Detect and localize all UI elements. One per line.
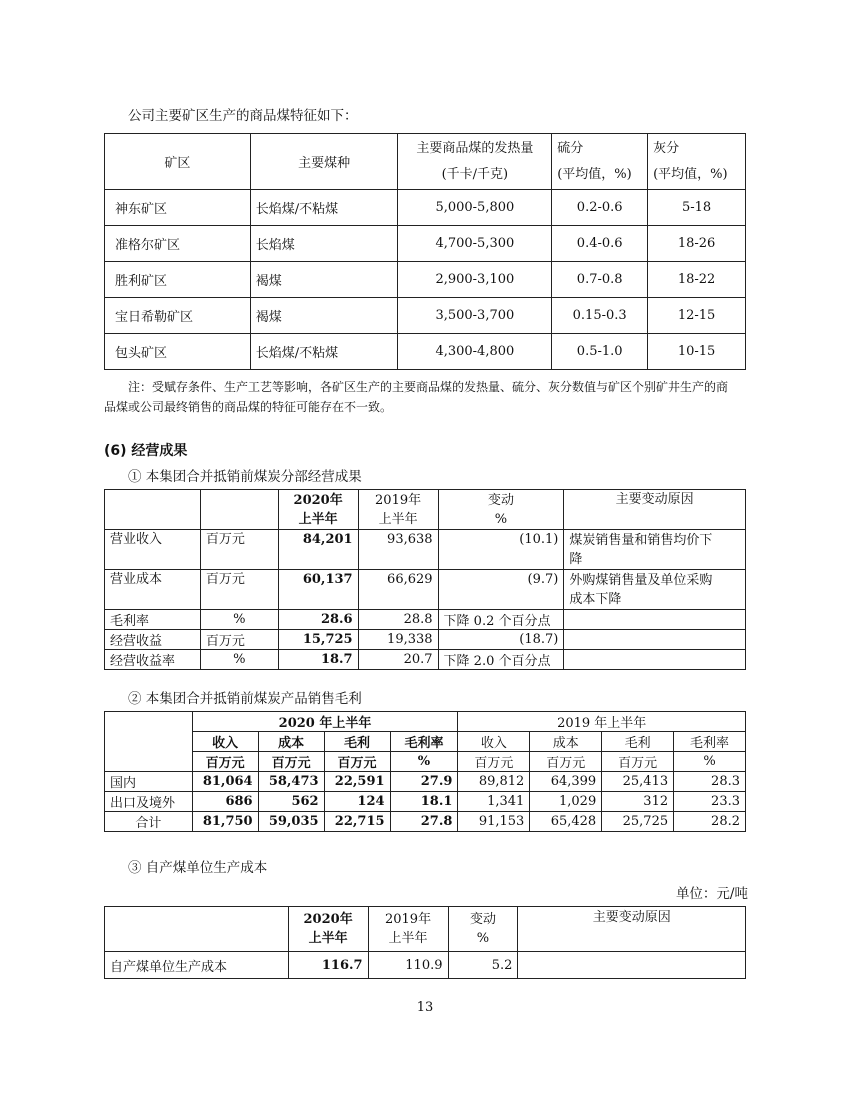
col-cost-2019: 成本 [530, 732, 602, 752]
row-item: 毛利率 [105, 610, 201, 630]
row-reason [564, 610, 746, 630]
table-row [105, 530, 746, 570]
value-cell: 124 [324, 792, 390, 812]
mine-area: 神东矿区 [105, 190, 251, 226]
row-change: (18.7) [438, 630, 564, 650]
value-cell: 23.3 [674, 792, 746, 812]
sulfur-value: 0.4-0.6 [552, 226, 648, 262]
note-line2: 品煤或公司最终销售的商品煤的特征可能存在不一致。 [104, 400, 393, 414]
ash-value: 18-22 [648, 262, 746, 298]
header-item [105, 907, 289, 952]
table2-unit-header [105, 752, 746, 772]
table-row [105, 262, 746, 298]
header-sulfur [552, 134, 648, 190]
row-label: 出口及境外 [105, 792, 193, 812]
unit-cell: % [674, 752, 746, 772]
reason-line1: 煤炭销售量和销售均价下 [569, 532, 713, 548]
header-2019-line1: 2019年 [375, 492, 422, 508]
ash-value: 10-15 [648, 334, 746, 370]
value-cell: 312 [602, 792, 674, 812]
header-ash-line2: (平均值，%) [653, 166, 728, 182]
col-margin-2019: 毛利率 [674, 732, 746, 752]
coal-type: 长焰煤/不粘煤 [250, 190, 398, 226]
row-reason [564, 630, 746, 650]
header-unit [200, 490, 278, 530]
header-2020 [278, 490, 358, 530]
mine-area: 包头矿区 [105, 334, 251, 370]
value-cell: 25,725 [602, 812, 674, 832]
row-value-2020: 116.7 [288, 952, 368, 979]
unit-production-cost-table [104, 906, 746, 979]
mine-table-header [105, 134, 746, 190]
value-cell: 27.9 [390, 772, 458, 792]
table2-title: ② 本集团合并抵销前煤炭产品销售毛利 [128, 691, 362, 707]
header-sulfur-line1: 硫分 [557, 140, 584, 156]
value-cell: 1,341 [458, 792, 530, 812]
row-unit: 百万元 [200, 570, 278, 610]
row-reason [518, 952, 746, 979]
unit-cell: 百万元 [258, 752, 324, 772]
heat-value: 2,900-3,100 [398, 262, 552, 298]
row-item: 营业成本 [105, 570, 201, 610]
header-change [448, 907, 518, 952]
row-reason [564, 570, 746, 610]
heat-value: 5,000-5,800 [398, 190, 552, 226]
mine-area: 宝日希勒矿区 [105, 298, 251, 334]
table-row [105, 334, 746, 370]
header-2019-line2: 上半年 [388, 931, 428, 946]
header-2020-line1: 2020年 [303, 912, 353, 927]
header-sulfur-line2: (平均值，%) [557, 166, 632, 182]
unit-cell: 百万元 [192, 752, 258, 772]
unit-cell: 百万元 [530, 752, 602, 772]
reason-line2: 降 [569, 551, 583, 567]
sulfur-value: 0.15-0.3 [552, 298, 648, 334]
table-row [105, 226, 746, 262]
row-unit: % [200, 610, 278, 630]
row-unit: 百万元 [200, 630, 278, 650]
row-change: 5.2 [448, 952, 518, 979]
row-item: 经营收益率 [105, 650, 201, 670]
row-item: 经营收益 [105, 630, 201, 650]
ash-value: 5-18 [648, 190, 746, 226]
row-value-2019: 19,338 [358, 630, 438, 650]
unit-cell: 百万元 [602, 752, 674, 772]
table-row [105, 610, 746, 630]
unit-cell: 百万元 [458, 752, 530, 772]
value-cell: 22,715 [324, 812, 390, 832]
ash-value: 12-15 [648, 298, 746, 334]
coal-sales-gross-profit-table [104, 711, 746, 832]
header-ash [648, 134, 746, 190]
row-label: 国内 [105, 772, 193, 792]
row-value-2019: 93,638 [358, 530, 438, 570]
value-cell: 64,399 [530, 772, 602, 792]
note-line1: 注：受赋存条件、生产工艺等影响，各矿区生产的主要商品煤的发热量、硫分、灰分数值与矿区个别矿井生产的商 [128, 380, 729, 394]
value-cell: 58,473 [258, 772, 324, 792]
header-blank [105, 712, 193, 772]
coal-type: 长焰煤 [250, 226, 398, 262]
header-item [105, 490, 201, 530]
value-cell: 28.2 [674, 812, 746, 832]
heat-value: 4,700-5,300 [398, 226, 552, 262]
row-value-2019: 66,629 [358, 570, 438, 610]
value-cell: 89,812 [458, 772, 530, 792]
unit-cell: % [390, 752, 458, 772]
mine-characteristics-table [104, 133, 746, 370]
table-row [105, 630, 746, 650]
col-cost-2020: 成本 [258, 732, 324, 752]
header-heat-line2: (千卡/千克) [441, 166, 509, 182]
coal-type: 长焰煤/不粘煤 [250, 334, 398, 370]
value-cell: 18.1 [390, 792, 458, 812]
table1-header [105, 490, 746, 530]
table1-title: ① 本集团合并抵销前煤炭分部经营成果 [128, 469, 362, 485]
heat-value: 3,500-3,700 [398, 298, 552, 334]
mine-area: 准格尔矿区 [105, 226, 251, 262]
table3-header [105, 907, 746, 952]
header-reason: 主要变动原因 [518, 907, 746, 952]
row-value-2020: 28.6 [278, 610, 358, 630]
header-change-line1: 变动 [469, 912, 496, 927]
header-coal-type: 主要煤种 [250, 134, 398, 190]
reason-line1: 外购煤销售量及单位采购 [569, 572, 713, 588]
header-2019 [368, 907, 448, 952]
table-row [105, 650, 746, 670]
row-reason [564, 530, 746, 570]
value-cell: 27.8 [390, 812, 458, 832]
reason-line2: 成本下降 [569, 591, 622, 607]
header-ash-line1: 灰分 [653, 140, 680, 156]
row-change: (10.1) [438, 530, 564, 570]
header-2020 [288, 907, 368, 952]
mine-area: 胜利矿区 [105, 262, 251, 298]
value-cell: 81,064 [192, 772, 258, 792]
value-cell: 562 [258, 792, 324, 812]
value-cell: 65,428 [530, 812, 602, 832]
value-cell: 81,750 [192, 812, 258, 832]
value-cell: 91,153 [458, 812, 530, 832]
table2-col-header [105, 732, 746, 752]
table-row [105, 812, 746, 832]
sulfur-value: 0.7-0.8 [552, 262, 648, 298]
header-2020-period: 2020 年上半年 [192, 712, 458, 732]
header-2019 [358, 490, 438, 530]
row-change: 下降 0.2 个百分点 [438, 610, 564, 630]
header-area: 矿区 [105, 134, 251, 190]
sulfur-value: 0.5-1.0 [552, 334, 648, 370]
heat-value: 4,300-4,800 [398, 334, 552, 370]
value-cell: 686 [192, 792, 258, 812]
header-2019-period: 2019 年上半年 [458, 712, 746, 732]
row-unit: 百万元 [200, 530, 278, 570]
table3-unit-note: 单位：元/吨 [675, 886, 748, 902]
table3-title: ③ 自产煤单位生产成本 [128, 860, 268, 876]
table-row [105, 570, 746, 610]
row-value-2020: 15,725 [278, 630, 358, 650]
col-profit-2020: 毛利 [324, 732, 390, 752]
value-cell: 25,413 [602, 772, 674, 792]
value-cell: 22,591 [324, 772, 390, 792]
header-2020-line2: 上半年 [298, 511, 338, 527]
value-cell: 28.3 [674, 772, 746, 792]
unit-cell: 百万元 [324, 752, 390, 772]
header-heat-line1: 主要商品煤的发热量 [416, 140, 534, 156]
col-revenue-2019: 收入 [458, 732, 530, 752]
table-row [105, 952, 746, 979]
header-2020-line2: 上半年 [308, 931, 348, 946]
section-title: (6) 经营成果 [104, 443, 188, 459]
table2-period-header [105, 712, 746, 732]
coal-type: 褐煤 [250, 298, 398, 334]
row-item: 自产煤单位生产成本 [105, 952, 289, 979]
header-2019-line2: 上半年 [378, 511, 418, 527]
table-row [105, 772, 746, 792]
header-reason: 主要变动原因 [564, 490, 746, 530]
value-cell: 1,029 [530, 792, 602, 812]
header-2020-line1: 2020年 [293, 492, 343, 508]
header-change-line2: % [476, 931, 490, 946]
header-change-line1: 变动 [487, 492, 514, 508]
row-value-2020: 60,137 [278, 570, 358, 610]
coal-type: 褐煤 [250, 262, 398, 298]
row-change: (9.7) [438, 570, 564, 610]
sulfur-value: 0.2-0.6 [552, 190, 648, 226]
value-cell: 59,035 [258, 812, 324, 832]
row-value-2019: 110.9 [368, 952, 448, 979]
header-change [438, 490, 564, 530]
header-change-line2: % [494, 511, 508, 527]
table-row [105, 792, 746, 812]
row-reason [564, 650, 746, 670]
col-profit-2019: 毛利 [602, 732, 674, 752]
row-value-2019: 20.7 [358, 650, 438, 670]
ash-value: 18-26 [648, 226, 746, 262]
row-unit: % [200, 650, 278, 670]
table-row [105, 298, 746, 334]
row-value-2019: 28.8 [358, 610, 438, 630]
row-label: 合计 [105, 812, 193, 832]
header-2019-line1: 2019年 [384, 912, 432, 927]
row-change: 下降 2.0 个百分点 [438, 650, 564, 670]
col-margin-2020: 毛利率 [390, 732, 458, 752]
coal-segment-results-table [104, 489, 746, 670]
intro-text: 公司主要矿区生产的商品煤特征如下： [128, 108, 358, 124]
col-revenue-2020: 收入 [192, 732, 258, 752]
table-row [105, 190, 746, 226]
header-heat [398, 134, 552, 190]
row-value-2020: 18.7 [278, 650, 358, 670]
page-number: 13 [416, 1000, 434, 1015]
row-value-2020: 84,201 [278, 530, 358, 570]
row-item: 营业收入 [105, 530, 201, 570]
